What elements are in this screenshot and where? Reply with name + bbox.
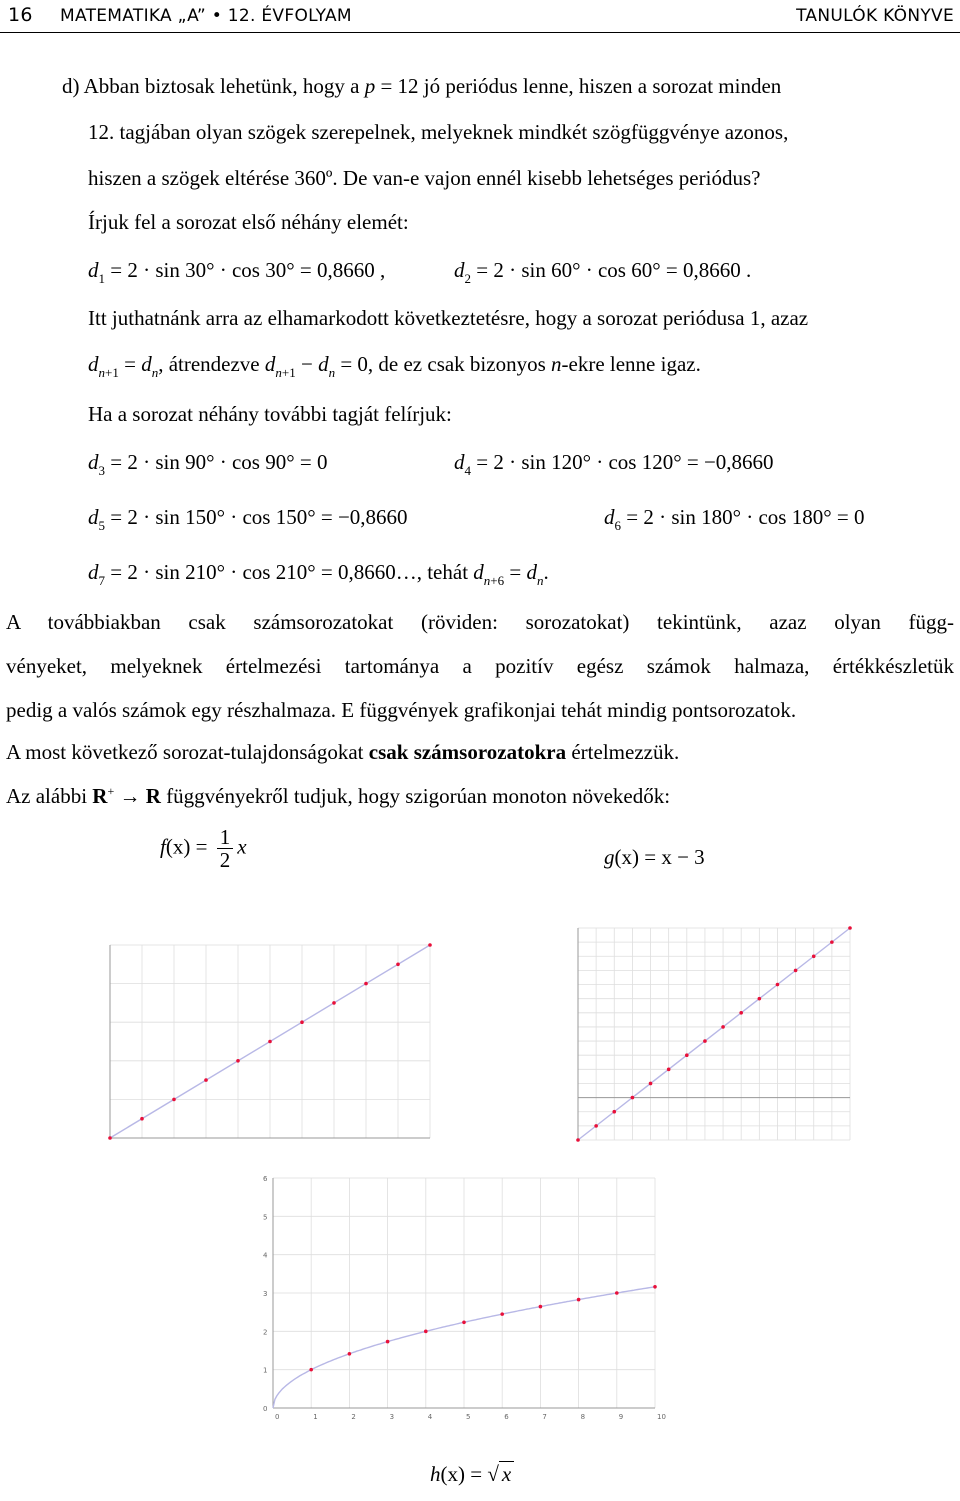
data-point: [172, 1098, 176, 1102]
y-tick-label: 5: [263, 1213, 268, 1222]
data-point: [268, 1040, 272, 1044]
data-point: [396, 963, 400, 967]
data-point: [758, 997, 762, 1001]
equation-period: $d_{n+1} = d_n$, átrendezve $d_{n+1} - d_n = 0$, de ez csak bizonyos n-ekre lenne igaz.: [88, 352, 701, 380]
book-title: MATEMATIKA „A” • 12. ÉVFOLYAM: [60, 6, 352, 26]
data-point: [309, 1368, 313, 1372]
x-tick-label: 8: [580, 1413, 586, 1421]
y-tick-label: 0: [263, 1405, 268, 1413]
chart-g: [540, 890, 890, 1160]
data-point: [428, 943, 432, 947]
data-point: [462, 1320, 466, 1324]
paragraph-line: vényeket, melyeknek értelmezési tartománya a pozitív egész számok halmaza, értékkészletük: [6, 654, 954, 678]
paragraph-line: A továbbiakban csak számsorozatokat (röviden: sorozatokat) tekintünk, azaz olyan függ-: [6, 610, 954, 634]
data-point: [364, 982, 368, 986]
data-point: [424, 1330, 428, 1334]
x-tick-label: 4: [427, 1413, 433, 1421]
y-tick-label: 1: [263, 1366, 268, 1375]
equation-d5: $d_5 = 2 \cdot \sin 150^\circ \cdot \cos 150^\circ = -0,8660$: [88, 505, 408, 533]
paragraph-line: Az alábbi R+ → R függvényekről tudjuk, hogy szigorúan monoton növekedők:: [6, 784, 671, 808]
data-point: [830, 940, 834, 944]
function-g-definition: g(x) = x − 3: [604, 845, 705, 869]
data-point: [140, 1117, 144, 1121]
data-point: [703, 1039, 707, 1043]
equation-d7: $d_7 = 2 \cdot \sin 210^\circ \cdot \cos 210^\circ$ = 0,8660…, tehát $d_{n+6} = d_n$.: [88, 560, 549, 588]
chart-h: [245, 1160, 725, 1450]
data-point: [332, 1001, 336, 1005]
data-point: [300, 1020, 304, 1024]
data-point: [631, 1096, 635, 1100]
book-type: TANULÓK KÖNYVE: [796, 6, 954, 26]
function-h-definition: h(x) = √ x: [430, 1462, 514, 1487]
paragraph-line: A most következő sorozat-tulajdonságokat csak számsorozatokra értelmezzük.: [6, 740, 680, 764]
data-point: [685, 1053, 689, 1057]
equation-d4: $d_4 = 2 \cdot \sin 120^\circ \cdot \cos 120^\circ = -0,8660$: [454, 450, 774, 478]
function-f-definition: f(x) = $\frac{1}{2}$ x: [160, 825, 247, 872]
y-tick-label: 4: [263, 1251, 268, 1260]
text-line: 12. tagjában olyan szögek szerepelnek, melyeknek mindkét szögfüggvénye azonos,: [88, 120, 789, 144]
page-number: 16: [8, 4, 33, 26]
text-line: Írjuk fel a sorozat első néhány elemét:: [88, 210, 409, 234]
text-line: d) Abban biztosak lehetünk, hogy a p = 12 jó periódus lenne, hiszen a sorozat minden: [62, 74, 782, 98]
x-tick-label: 6: [504, 1413, 509, 1421]
x-tick-label: 3: [389, 1413, 395, 1421]
text-line: Ha a sorozat néhány további tagját felírjuk:: [88, 402, 452, 426]
page-header: [0, 0, 960, 33]
series-line: [578, 928, 850, 1140]
data-point: [615, 1291, 619, 1295]
paragraph-line: pedig a valós számok egy részhalmaza. E függvények grafikonjai tehát mindig pontsorozatok.: [6, 698, 797, 722]
data-point: [848, 926, 852, 930]
x-tick-label: 10: [657, 1413, 666, 1421]
data-point: [649, 1082, 653, 1086]
text-line: hiszen a szögek eltérése 360º. De van-e vajon ennél kisebb lehetséges periódus?: [88, 166, 761, 190]
equation-d1: $d_1 = 2 \cdot \sin 30^\circ \cdot \cos 30^\circ = 0,8660$ ,: [88, 258, 386, 286]
x-tick-label: 2: [351, 1413, 356, 1421]
data-point: [612, 1110, 616, 1114]
equation-d2: $d_2 = 2 \cdot \sin 60^\circ \cdot \cos 60^\circ = 0,8660$ .: [454, 258, 752, 286]
data-point: [776, 983, 780, 987]
y-tick-label: 6: [263, 1175, 268, 1183]
data-point: [386, 1340, 390, 1344]
data-point: [108, 1136, 112, 1140]
data-point: [576, 1138, 580, 1142]
y-tick-label: 2: [263, 1328, 268, 1337]
data-point: [204, 1078, 208, 1082]
data-point: [812, 954, 816, 958]
y-tick-label: 3: [263, 1290, 268, 1298]
x-tick-label: 0: [275, 1413, 280, 1421]
data-point: [667, 1068, 671, 1072]
data-point: [348, 1352, 352, 1356]
x-tick-label: 7: [542, 1413, 547, 1421]
data-point: [721, 1025, 725, 1029]
data-point: [653, 1285, 657, 1289]
data-point: [539, 1305, 543, 1309]
equation-d3: $d_3 = 2 \cdot \sin 90^\circ \cdot \cos 90^\circ = 0$: [88, 450, 328, 478]
x-tick-label: 5: [466, 1413, 471, 1421]
data-point: [794, 969, 798, 973]
x-tick-label: 1: [313, 1413, 318, 1421]
equation-d6: $d_6 = 2 \cdot \sin 180^\circ \cdot \cos 180^\circ = 0$: [604, 505, 865, 533]
text-line: Itt juthatnánk arra az elhamarkodott következtetésre, hogy a sorozat periódusa 1, azaz: [88, 306, 809, 330]
data-point: [500, 1312, 504, 1316]
data-point: [577, 1298, 581, 1302]
chart-f: [80, 890, 540, 1160]
x-tick-label: 9: [618, 1413, 624, 1421]
data-point: [739, 1011, 743, 1015]
data-point: [236, 1059, 240, 1063]
data-point: [594, 1124, 598, 1128]
